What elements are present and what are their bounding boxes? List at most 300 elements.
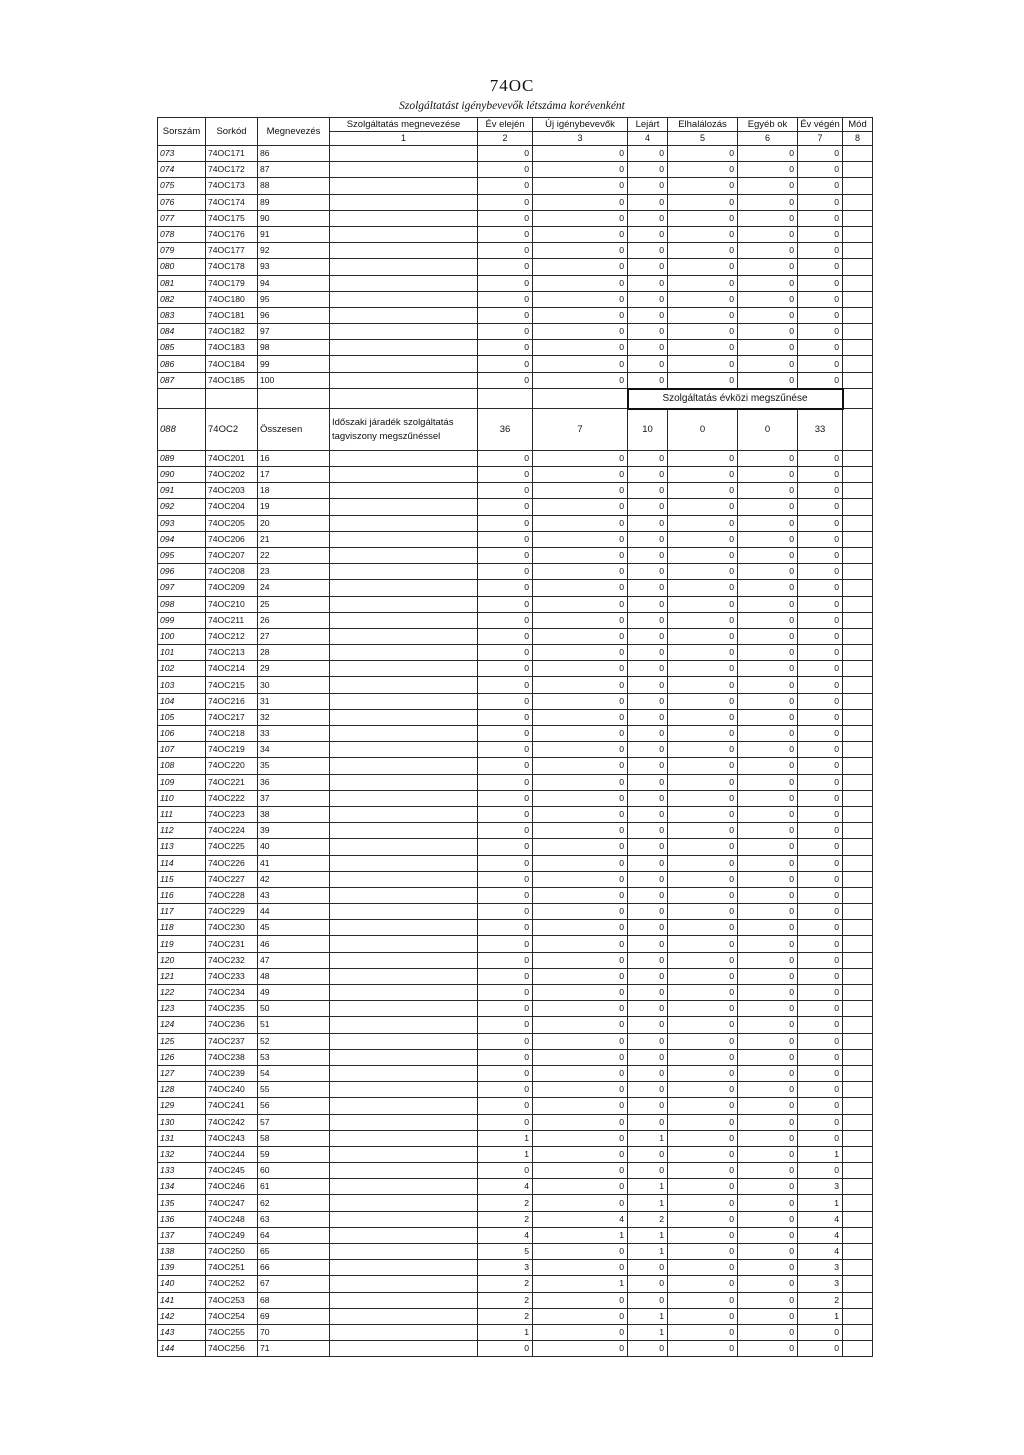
section-spacer xyxy=(843,389,873,409)
row-ev-vegen: 0 xyxy=(798,596,843,612)
row-ev-vegen: 0 xyxy=(798,774,843,790)
row-sorkod: 74OC173 xyxy=(206,178,258,194)
row-megnevezes: 34 xyxy=(258,742,330,758)
row-sorszam: 104 xyxy=(158,693,206,709)
row-mod xyxy=(843,467,873,483)
row-ev-vegen: 0 xyxy=(798,1001,843,1017)
row-ev-elejen: 0 xyxy=(478,243,533,259)
row-uj-igenybevevok: 0 xyxy=(533,467,628,483)
row-sorkod: 74OC207 xyxy=(206,547,258,563)
row-megnevezes: 25 xyxy=(258,596,330,612)
row-sorkod: 74OC184 xyxy=(206,356,258,372)
row-mod xyxy=(843,628,873,644)
row-ev-vegen: 0 xyxy=(798,677,843,693)
header-index: 5 xyxy=(668,132,738,146)
row-sorkod: 74OC226 xyxy=(206,855,258,871)
header-index: 2 xyxy=(478,132,533,146)
row-ev-vegen: 1 xyxy=(798,1308,843,1324)
row-ev-elejen: 0 xyxy=(478,758,533,774)
table-row xyxy=(158,210,873,226)
row-ev-vegen: 0 xyxy=(798,467,843,483)
row-ev-elejen: 0 xyxy=(478,499,533,515)
row-sorszam: 101 xyxy=(158,645,206,661)
row-ev-elejen: 0 xyxy=(478,162,533,178)
row-sorszam: 094 xyxy=(158,531,206,547)
row-megnevezes: 23 xyxy=(258,564,330,580)
row-egyeb-ok: 0 xyxy=(738,1179,798,1195)
row-ev-vegen: 3 xyxy=(798,1276,843,1292)
row-elhalalozas: 0 xyxy=(668,1179,738,1195)
row-egyeb-ok: 0 xyxy=(738,726,798,742)
total-sorkod: 74OC2 xyxy=(206,409,258,451)
row-mod xyxy=(843,1324,873,1340)
row-egyeb-ok: 0 xyxy=(738,904,798,920)
row-ev-elejen: 0 xyxy=(478,259,533,275)
row-szolg-megnevezese xyxy=(330,275,478,291)
row-ev-vegen: 0 xyxy=(798,1324,843,1340)
row-uj-igenybevevok: 0 xyxy=(533,1163,628,1179)
row-ev-elejen: 2 xyxy=(478,1211,533,1227)
total-ev-vegen: 33 xyxy=(798,409,843,451)
row-sorszam: 103 xyxy=(158,677,206,693)
row-szolg-megnevezese xyxy=(330,1049,478,1065)
row-elhalalozas: 0 xyxy=(668,1276,738,1292)
row-uj-igenybevevok: 0 xyxy=(533,985,628,1001)
row-ev-elejen: 2 xyxy=(478,1308,533,1324)
row-szolg-megnevezese xyxy=(330,985,478,1001)
table-row xyxy=(158,146,873,162)
row-ev-elejen: 0 xyxy=(478,612,533,628)
row-uj-igenybevevok: 0 xyxy=(533,855,628,871)
header-index: 7 xyxy=(798,132,843,146)
row-egyeb-ok: 0 xyxy=(738,1260,798,1276)
row-elhalalozas: 0 xyxy=(668,1146,738,1162)
row-lejart: 1 xyxy=(628,1227,668,1243)
table-row xyxy=(158,515,873,531)
row-sorkod: 74OC243 xyxy=(206,1130,258,1146)
row-szolg-megnevezese xyxy=(330,178,478,194)
row-uj-igenybevevok: 0 xyxy=(533,531,628,547)
row-szolg-megnevezese xyxy=(330,226,478,242)
row-elhalalozas: 0 xyxy=(668,324,738,340)
row-sorkod: 74OC180 xyxy=(206,291,258,307)
row-sorkod: 74OC227 xyxy=(206,871,258,887)
row-mod xyxy=(843,1017,873,1033)
row-mod xyxy=(843,985,873,1001)
row-elhalalozas: 0 xyxy=(668,483,738,499)
row-szolg-megnevezese xyxy=(330,515,478,531)
row-elhalalozas: 0 xyxy=(668,1114,738,1130)
row-elhalalozas: 0 xyxy=(668,372,738,389)
row-egyeb-ok: 0 xyxy=(738,1195,798,1211)
row-szolg-megnevezese xyxy=(330,904,478,920)
row-szolg-megnevezese xyxy=(330,1276,478,1292)
table-row xyxy=(158,774,873,790)
row-ev-elejen: 5 xyxy=(478,1244,533,1260)
row-egyeb-ok: 0 xyxy=(738,1227,798,1243)
row-megnevezes: 39 xyxy=(258,823,330,839)
row-szolg-megnevezese xyxy=(330,806,478,822)
row-sorkod: 74OC223 xyxy=(206,806,258,822)
row-elhalalozas: 0 xyxy=(668,1244,738,1260)
row-uj-igenybevevok: 0 xyxy=(533,340,628,356)
row-megnevezes: 55 xyxy=(258,1082,330,1098)
row-ev-vegen: 3 xyxy=(798,1260,843,1276)
row-lejart: 0 xyxy=(628,1292,668,1308)
table-row xyxy=(158,1049,873,1065)
row-ev-vegen: 0 xyxy=(798,726,843,742)
row-sorkod: 74OC172 xyxy=(206,162,258,178)
row-elhalalozas: 0 xyxy=(668,1001,738,1017)
table-row xyxy=(158,340,873,356)
row-lejart: 0 xyxy=(628,936,668,952)
table-row xyxy=(158,1292,873,1308)
row-szolg-megnevezese xyxy=(330,1195,478,1211)
row-sorkod: 74OC238 xyxy=(206,1049,258,1065)
row-mod xyxy=(843,1114,873,1130)
row-lejart: 0 xyxy=(628,1065,668,1081)
row-egyeb-ok: 0 xyxy=(738,467,798,483)
row-szolg-megnevezese xyxy=(330,726,478,742)
row-szolg-megnevezese xyxy=(330,693,478,709)
table-row xyxy=(158,275,873,291)
row-uj-igenybevevok: 0 xyxy=(533,1001,628,1017)
row-uj-igenybevevok: 0 xyxy=(533,324,628,340)
row-egyeb-ok: 0 xyxy=(738,871,798,887)
row-egyeb-ok: 0 xyxy=(738,356,798,372)
row-sorszam: 075 xyxy=(158,178,206,194)
row-mod xyxy=(843,356,873,372)
table-row xyxy=(158,1146,873,1162)
row-sorszam: 092 xyxy=(158,499,206,515)
row-szolg-megnevezese xyxy=(330,1033,478,1049)
row-ev-elejen: 0 xyxy=(478,372,533,389)
row-sorszam: 127 xyxy=(158,1065,206,1081)
row-uj-igenybevevok: 0 xyxy=(533,356,628,372)
row-megnevezes: 46 xyxy=(258,936,330,952)
row-uj-igenybevevok: 0 xyxy=(533,307,628,323)
row-ev-vegen: 0 xyxy=(798,952,843,968)
row-sorszam: 077 xyxy=(158,210,206,226)
row-elhalalozas: 0 xyxy=(668,146,738,162)
row-uj-igenybevevok: 0 xyxy=(533,194,628,210)
row-sorkod: 74OC219 xyxy=(206,742,258,758)
row-lejart: 0 xyxy=(628,596,668,612)
row-lejart: 0 xyxy=(628,226,668,242)
row-mod xyxy=(843,307,873,323)
row-uj-igenybevevok: 0 xyxy=(533,693,628,709)
row-sorkod: 74OC171 xyxy=(206,146,258,162)
row-megnevezes: 17 xyxy=(258,467,330,483)
row-egyeb-ok: 0 xyxy=(738,499,798,515)
row-sorkod: 74OC235 xyxy=(206,1001,258,1017)
row-lejart: 1 xyxy=(628,1308,668,1324)
table-row xyxy=(158,324,873,340)
row-sorkod: 74OC232 xyxy=(206,952,258,968)
row-sorkod: 74OC204 xyxy=(206,499,258,515)
row-mod xyxy=(843,547,873,563)
row-sorszam: 114 xyxy=(158,855,206,871)
row-ev-elejen: 0 xyxy=(478,450,533,466)
row-sorszam: 130 xyxy=(158,1114,206,1130)
row-egyeb-ok: 0 xyxy=(738,790,798,806)
row-lejart: 0 xyxy=(628,291,668,307)
row-sorkod: 74OC252 xyxy=(206,1276,258,1292)
row-egyeb-ok: 0 xyxy=(738,1130,798,1146)
row-uj-igenybevevok: 0 xyxy=(533,645,628,661)
row-sorkod: 74OC221 xyxy=(206,774,258,790)
table-row xyxy=(158,243,873,259)
table-row xyxy=(158,1341,873,1357)
row-uj-igenybevevok: 0 xyxy=(533,210,628,226)
row-sorkod: 74OC210 xyxy=(206,596,258,612)
row-ev-vegen: 0 xyxy=(798,291,843,307)
row-megnevezes: 47 xyxy=(258,952,330,968)
row-sorkod: 74OC249 xyxy=(206,1227,258,1243)
table-row xyxy=(158,871,873,887)
row-uj-igenybevevok: 0 xyxy=(533,839,628,855)
table-row xyxy=(158,1179,873,1195)
table-row xyxy=(158,920,873,936)
row-lejart: 0 xyxy=(628,1033,668,1049)
row-ev-elejen: 1 xyxy=(478,1130,533,1146)
row-sorszam: 140 xyxy=(158,1276,206,1292)
row-uj-igenybevevok: 0 xyxy=(533,1292,628,1308)
row-ev-vegen: 0 xyxy=(798,307,843,323)
row-sorszam: 100 xyxy=(158,628,206,644)
row-elhalalozas: 0 xyxy=(668,340,738,356)
row-mod xyxy=(843,1033,873,1049)
row-sorkod: 74OC237 xyxy=(206,1033,258,1049)
row-egyeb-ok: 0 xyxy=(738,243,798,259)
table-row xyxy=(158,936,873,952)
table-row xyxy=(158,742,873,758)
row-ev-vegen: 0 xyxy=(798,920,843,936)
table-row xyxy=(158,806,873,822)
row-sorszam: 112 xyxy=(158,823,206,839)
row-ev-vegen: 0 xyxy=(798,372,843,389)
row-sorkod: 74OC202 xyxy=(206,467,258,483)
row-sorszam: 086 xyxy=(158,356,206,372)
table-row xyxy=(158,904,873,920)
row-ev-elejen: 0 xyxy=(478,726,533,742)
row-ev-elejen: 0 xyxy=(478,547,533,563)
row-elhalalozas: 0 xyxy=(668,531,738,547)
row-uj-igenybevevok: 0 xyxy=(533,580,628,596)
row-ev-vegen: 0 xyxy=(798,450,843,466)
row-ev-vegen: 1 xyxy=(798,1146,843,1162)
row-sorkod: 74OC225 xyxy=(206,839,258,855)
row-elhalalozas: 0 xyxy=(668,564,738,580)
row-ev-elejen: 0 xyxy=(478,1017,533,1033)
table-body xyxy=(158,118,873,1357)
table-row xyxy=(158,661,873,677)
row-elhalalozas: 0 xyxy=(668,596,738,612)
total-uj-igenybevevok: 7 xyxy=(533,409,628,451)
table-row xyxy=(158,952,873,968)
row-uj-igenybevevok: 0 xyxy=(533,1260,628,1276)
row-lejart: 0 xyxy=(628,340,668,356)
row-sorszam: 106 xyxy=(158,726,206,742)
row-ev-elejen: 0 xyxy=(478,985,533,1001)
row-lejart: 0 xyxy=(628,806,668,822)
section-banner: Szolgáltatás évközi megszűnése xyxy=(628,389,843,409)
row-megnevezes: 86 xyxy=(258,146,330,162)
table-row xyxy=(158,823,873,839)
row-elhalalozas: 0 xyxy=(668,1292,738,1308)
row-lejart: 0 xyxy=(628,499,668,515)
row-uj-igenybevevok: 0 xyxy=(533,1308,628,1324)
row-lejart: 0 xyxy=(628,677,668,693)
row-sorkod: 74OC220 xyxy=(206,758,258,774)
row-sorkod: 74OC213 xyxy=(206,645,258,661)
row-szolg-megnevezese xyxy=(330,467,478,483)
row-sorszam: 085 xyxy=(158,340,206,356)
row-sorkod: 74OC176 xyxy=(206,226,258,242)
row-sorszam: 096 xyxy=(158,564,206,580)
row-sorszam: 137 xyxy=(158,1227,206,1243)
row-egyeb-ok: 0 xyxy=(738,307,798,323)
row-ev-vegen: 2 xyxy=(798,1292,843,1308)
table-row xyxy=(158,531,873,547)
row-szolg-megnevezese xyxy=(330,499,478,515)
row-megnevezes: 99 xyxy=(258,356,330,372)
row-sorkod: 74OC206 xyxy=(206,531,258,547)
row-ev-vegen: 0 xyxy=(798,887,843,903)
row-megnevezes: 44 xyxy=(258,904,330,920)
row-mod xyxy=(843,726,873,742)
row-sorkod: 74OC178 xyxy=(206,259,258,275)
row-sorszam: 126 xyxy=(158,1049,206,1065)
table-row xyxy=(158,1114,873,1130)
row-szolg-megnevezese xyxy=(330,742,478,758)
row-ev-vegen: 0 xyxy=(798,146,843,162)
row-sorszam: 139 xyxy=(158,1260,206,1276)
row-lejart: 0 xyxy=(628,839,668,855)
row-mod xyxy=(843,226,873,242)
page-subtitle: Szolgáltatást igénybevevők létszáma korévenként xyxy=(399,100,625,112)
row-sorkod: 74OC218 xyxy=(206,726,258,742)
row-sorkod: 74OC185 xyxy=(206,372,258,389)
row-mod xyxy=(843,564,873,580)
row-ev-vegen: 0 xyxy=(798,275,843,291)
row-egyeb-ok: 0 xyxy=(738,839,798,855)
row-sorszam: 091 xyxy=(158,483,206,499)
row-megnevezes: 64 xyxy=(258,1227,330,1243)
row-megnevezes: 32 xyxy=(258,709,330,725)
row-egyeb-ok: 0 xyxy=(738,936,798,952)
row-ev-vegen: 0 xyxy=(798,628,843,644)
row-ev-elejen: 0 xyxy=(478,920,533,936)
row-szolg-megnevezese xyxy=(330,564,478,580)
row-szolg-megnevezese xyxy=(330,1114,478,1130)
row-mod xyxy=(843,1211,873,1227)
table-row xyxy=(158,580,873,596)
row-elhalalozas: 0 xyxy=(668,612,738,628)
row-megnevezes: 87 xyxy=(258,162,330,178)
row-elhalalozas: 0 xyxy=(668,1341,738,1357)
row-lejart: 0 xyxy=(628,146,668,162)
row-lejart: 0 xyxy=(628,985,668,1001)
row-sorkod: 74OC256 xyxy=(206,1341,258,1357)
table-row xyxy=(158,612,873,628)
row-ev-vegen: 0 xyxy=(798,855,843,871)
row-egyeb-ok: 0 xyxy=(738,1324,798,1340)
row-szolg-megnevezese xyxy=(330,612,478,628)
row-egyeb-ok: 0 xyxy=(738,1098,798,1114)
row-megnevezes: 48 xyxy=(258,968,330,984)
row-ev-elejen: 0 xyxy=(478,515,533,531)
row-lejart: 0 xyxy=(628,904,668,920)
row-ev-vegen: 0 xyxy=(798,1130,843,1146)
header-index: 6 xyxy=(738,132,798,146)
row-uj-igenybevevok: 0 xyxy=(533,499,628,515)
row-ev-vegen: 0 xyxy=(798,645,843,661)
row-mod xyxy=(843,936,873,952)
row-ev-elejen: 0 xyxy=(478,467,533,483)
row-sorszam: 079 xyxy=(158,243,206,259)
row-ev-elejen: 4 xyxy=(478,1179,533,1195)
row-megnevezes: 97 xyxy=(258,324,330,340)
row-lejart: 0 xyxy=(628,920,668,936)
row-szolg-megnevezese xyxy=(330,1244,478,1260)
row-ev-elejen: 0 xyxy=(478,146,533,162)
row-elhalalozas: 0 xyxy=(668,742,738,758)
row-elhalalozas: 0 xyxy=(668,1082,738,1098)
row-sorszam: 134 xyxy=(158,1179,206,1195)
row-ev-elejen: 0 xyxy=(478,483,533,499)
row-sorkod: 74OC211 xyxy=(206,612,258,628)
row-megnevezes: 42 xyxy=(258,871,330,887)
row-ev-vegen: 0 xyxy=(798,243,843,259)
section-row xyxy=(158,389,873,409)
row-egyeb-ok: 0 xyxy=(738,1146,798,1162)
row-elhalalozas: 0 xyxy=(668,259,738,275)
row-elhalalozas: 0 xyxy=(668,1308,738,1324)
row-elhalalozas: 0 xyxy=(668,920,738,936)
row-elhalalozas: 0 xyxy=(668,1130,738,1146)
row-egyeb-ok: 0 xyxy=(738,612,798,628)
row-lejart: 0 xyxy=(628,726,668,742)
row-sorszam: 089 xyxy=(158,450,206,466)
row-sorszam: 116 xyxy=(158,887,206,903)
row-szolg-megnevezese xyxy=(330,1179,478,1195)
row-szolg-megnevezese xyxy=(330,146,478,162)
table-row xyxy=(158,1130,873,1146)
row-sorkod: 74OC231 xyxy=(206,936,258,952)
row-sorszam: 083 xyxy=(158,307,206,323)
table-row xyxy=(158,564,873,580)
row-uj-igenybevevok: 0 xyxy=(533,226,628,242)
row-uj-igenybevevok: 0 xyxy=(533,1179,628,1195)
row-sorkod: 74OC215 xyxy=(206,677,258,693)
row-lejart: 0 xyxy=(628,968,668,984)
row-szolg-megnevezese xyxy=(330,340,478,356)
row-ev-vegen: 0 xyxy=(798,178,843,194)
row-uj-igenybevevok: 0 xyxy=(533,1341,628,1357)
row-mod xyxy=(843,1163,873,1179)
row-uj-igenybevevok: 0 xyxy=(533,677,628,693)
row-sorszam: 087 xyxy=(158,372,206,389)
row-mod xyxy=(843,790,873,806)
row-elhalalozas: 0 xyxy=(668,162,738,178)
row-uj-igenybevevok: 1 xyxy=(533,1227,628,1243)
row-szolg-megnevezese xyxy=(330,210,478,226)
row-sorszam: 141 xyxy=(158,1292,206,1308)
row-megnevezes: 71 xyxy=(258,1341,330,1357)
header-sorkod: Sorkód xyxy=(206,118,258,146)
row-lejart: 0 xyxy=(628,823,668,839)
